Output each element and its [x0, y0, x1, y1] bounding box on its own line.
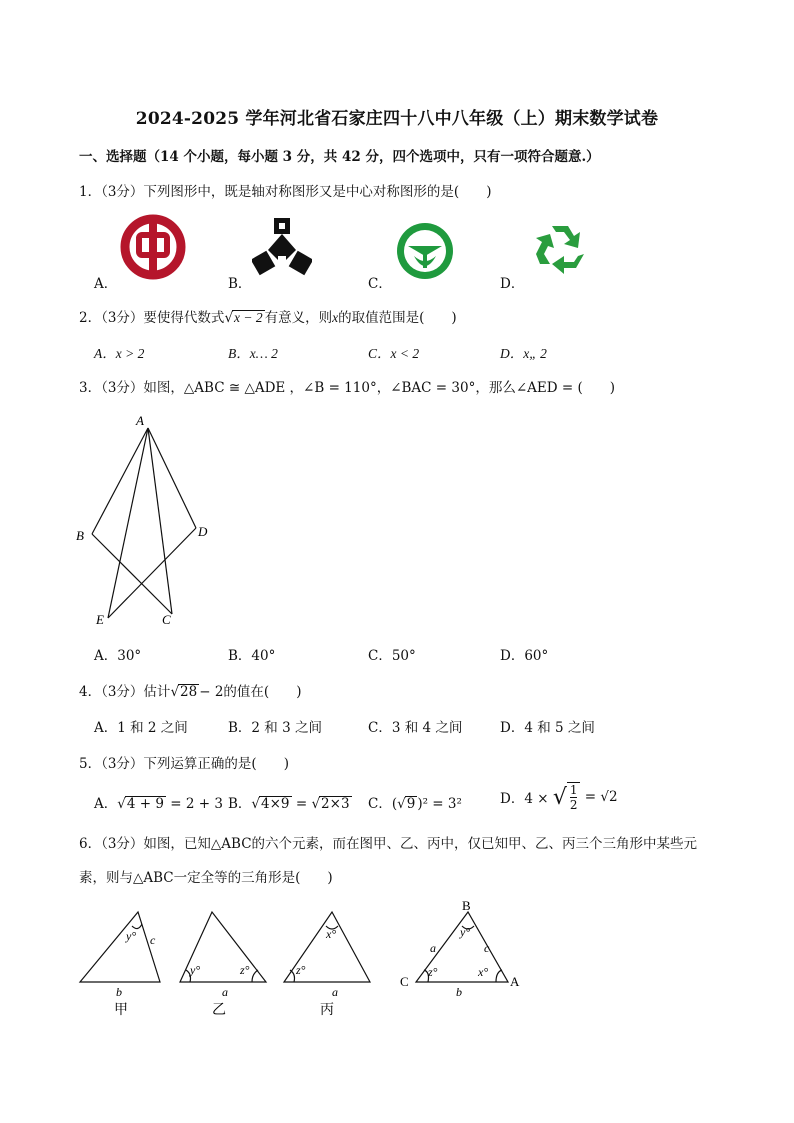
- q5-b-radicand-2: 2×3: [321, 796, 350, 812]
- figure-label-yi: 乙: [212, 1003, 226, 1018]
- bing-a: a: [332, 985, 338, 999]
- q2-option-a: A．x > 2: [94, 346, 145, 361]
- jia-b: b: [116, 985, 122, 999]
- sqrt-icon: √: [397, 796, 406, 812]
- q4-option-c: C．3 和 4 之间: [368, 720, 463, 736]
- q1-option-c: C．: [368, 276, 392, 292]
- green-food-logo-icon: [394, 220, 456, 282]
- vertex-a: A: [510, 974, 520, 989]
- yi-a: a: [222, 985, 228, 999]
- q4-option-a: A．1 和 2 之间: [94, 720, 188, 736]
- q5-b-prefix: B．: [228, 796, 252, 812]
- q3-option-a: A．30°: [94, 648, 142, 664]
- q5-d-rhs: = √2: [584, 789, 618, 805]
- q2-option-b: B．x… 2: [228, 346, 278, 361]
- sqrt-icon: √: [311, 796, 321, 812]
- label-e: E: [96, 612, 104, 627]
- q5-option-c: [368, 792, 462, 812]
- bing-z: z°: [296, 963, 306, 977]
- q2-stem-post2: 的取值范围是( ): [338, 310, 457, 326]
- page-title: 2024-2025 学年河北省石家庄四十八中八年级（上）期末数学试卷: [135, 109, 659, 129]
- q2-stem-post: 有意义，则: [264, 310, 333, 326]
- q5-d-denominator: 2: [569, 798, 578, 812]
- question-5-stem: 5．（3分）下列运算正确的是( ): [79, 756, 289, 772]
- question-6-line-2: 素，则与△ABC一定全等的三角形是( ): [79, 870, 333, 886]
- abc-z: z°: [428, 965, 438, 979]
- question-6-line-1: 6．（3分）如图，已知△ABC的六个元素，而在图甲、乙、丙中，仅已知甲、乙、丙三个三角形中某些元: [79, 836, 698, 852]
- q5-d-fraction: [567, 782, 581, 812]
- q5-d-prefix: D．4 ×: [500, 791, 549, 807]
- abc-a: a: [430, 941, 436, 955]
- vertex-c: C: [400, 974, 409, 989]
- q5-c-prefix: C．(: [368, 796, 398, 812]
- bing-x: x°: [326, 927, 337, 941]
- q3-option-b: B．40°: [228, 648, 276, 664]
- yi-y: y°: [190, 963, 201, 977]
- sqrt-icon: √: [117, 796, 126, 812]
- abc-b: b: [456, 985, 462, 999]
- q1-option-d: D．: [500, 276, 525, 292]
- q3-figure: [70, 410, 220, 630]
- q4-radicand: 28: [180, 684, 198, 700]
- q3-option-c: C．50°: [368, 648, 416, 664]
- figure-label-bing: 丙: [320, 1003, 334, 1018]
- abc-c: c: [484, 941, 490, 955]
- q5-c-rhs: )² = 3²: [417, 796, 462, 812]
- q1-option-b: B．: [228, 276, 252, 292]
- q4-stem-pre: 4．（3分）估计: [79, 684, 171, 700]
- q4-option-b: B．2 和 3 之间: [228, 720, 322, 736]
- jia-c: c: [150, 933, 156, 947]
- q5-b-radicand-1: 4×9: [261, 796, 290, 812]
- yi-z: z°: [240, 963, 250, 977]
- question-2-stem: [79, 306, 457, 326]
- q2-var: x: [332, 310, 339, 325]
- q5-d-numerator: 1: [569, 783, 578, 797]
- abc-x: x°: [478, 965, 489, 979]
- question-4-stem: [79, 680, 301, 700]
- label-a: A: [136, 413, 144, 428]
- bank-logo-icon: [120, 214, 186, 280]
- q5-c-radicand: 9: [406, 796, 416, 812]
- q5-a-prefix: A．: [94, 796, 118, 812]
- recycle-icon: [528, 218, 592, 282]
- q5-b-equals: =: [295, 796, 308, 812]
- tri-symbol-icon: [252, 216, 312, 280]
- q5-option-d: [500, 782, 618, 812]
- sqrt-icon: √: [552, 784, 567, 810]
- label-d: D: [198, 524, 208, 539]
- abc-y: y°: [460, 925, 471, 939]
- label-c: C: [162, 612, 171, 627]
- q5-a-rhs: = 2 + 3: [170, 796, 223, 812]
- sqrt-icon: √: [251, 796, 261, 812]
- q2-stem-pre: 2．（3分）要使得代数式: [79, 310, 225, 326]
- q4-option-d: D．4 和 5 之间: [500, 720, 595, 736]
- q1-option-a: A．: [94, 276, 118, 292]
- q5-option-a: [94, 792, 223, 812]
- sqrt-icon: √: [224, 310, 234, 326]
- q4-stem-post: − 2的值在( ): [199, 684, 302, 700]
- sqrt-icon: √: [170, 684, 180, 700]
- jia-y: y°: [126, 929, 137, 943]
- vertex-b: B: [462, 898, 471, 913]
- label-b: B: [76, 528, 84, 543]
- q2-radicand: x − 2: [234, 310, 263, 325]
- question-3-stem: 3．（3分）如图，△ABC ≅ △ADE ，∠B = 110°，∠BAC = 30°，那么∠AED = ( ): [79, 380, 615, 396]
- q3-option-d: D．60°: [500, 648, 549, 664]
- question-1-stem: 1．（3分）下列图形中，既是轴对称图形又是中心对称图形的是( ): [79, 184, 492, 200]
- q5-option-b: [228, 792, 352, 812]
- q6-figures: [76, 896, 524, 1020]
- q2-option-d: D．x„ 2: [500, 346, 547, 361]
- q5-a-radicand: 4 + 9: [126, 796, 164, 812]
- q2-option-c: C．x < 2: [368, 346, 420, 361]
- figure-label-jia: 甲: [114, 1003, 128, 1018]
- section-heading: 一、选择题（14 个小题，每小题 3 分，共 42 分，四个选项中，只有一项符合题意.）: [79, 149, 600, 165]
